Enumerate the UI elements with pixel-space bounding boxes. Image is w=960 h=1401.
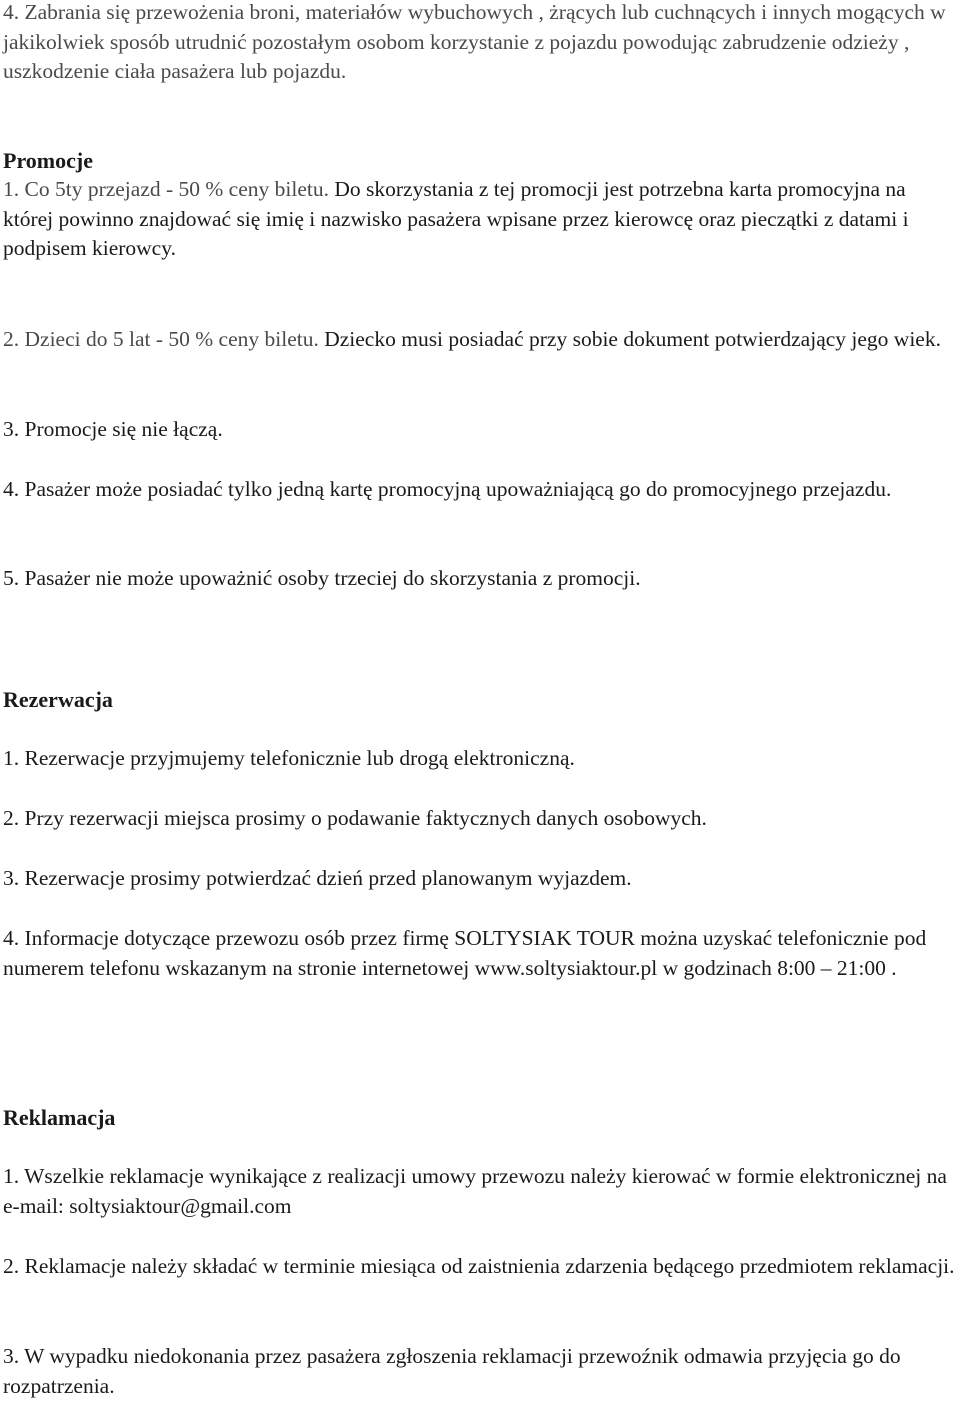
rezerwacja-item-3: 3. Rezerwacje prosimy potwierdzać dzień przed planowanym wyjazdem. [3, 866, 632, 890]
promocje-item-4: 4. Pasażer może posiadać tylko jedną kartę promocyjną upoważniającą go do promocyjnego przejazdu. [3, 477, 892, 501]
rezerwacja-item-4: 4. Informacje dotyczące przewozu osób przez firmę SOLTYSIAK TOUR można uzyskać telefonicznie pod numerem telefonu wskazanym na stronie internetowej www.soltysiaktour.pl w godzinach 8:00 – 21:00 . [3, 926, 927, 980]
intro-rule-4: 4. Zabrania się przewożenia broni, materiałów wybuchowych , żrących lub cuchnących i innych mogących w jakikolwiek sposób utrudnić pozostałym osobom korzystanie z pojazdu powodując zabrudzenie odzieży , uszkodzenie ciała pasażera lub pojazdu. [3, 0, 946, 83]
reklamacja-heading: Reklamacja [3, 1105, 116, 1130]
rezerwacja-item-1: 1. Rezerwacje przyjmujemy telefonicznie lub drogą elektroniczną. [3, 746, 575, 770]
reklamacja-item-2: 2. Reklamacje należy składać w terminie miesiąca od zaistnienia zdarzenia będącego przedmiotem reklamacji. [3, 1254, 955, 1278]
promocje-item-2-detail: Dziecko musi posiadać przy sobie dokument potwierdzający jego wiek. [318, 327, 941, 351]
promocje-heading: Promocje [3, 148, 93, 173]
promocje-item-2-lead: 2. Dzieci do 5 lat - 50 % ceny biletu. [3, 327, 319, 351]
reklamacja-item-1: 1. Wszelkie reklamacje wynikające z realizacji umowy przewozu należy kierować w formie elektronicznej na e-mail: soltysiaktour@gmail.com [3, 1164, 947, 1218]
promocje-item-1-detail: Do skorzystania z tej promocji jest potrzebna karta promocyjna na której powinno znajdować się imię i nazwisko pasażera wpisane przez kierowcę oraz pieczątki z datami i podpisem kierowcy. [3, 177, 909, 260]
promocje-item-3: 3. Promocje się nie łączą. [3, 417, 223, 441]
promocje-item-1 [3, 175, 959, 264]
reklamacja-item-3: 3. W wypadku niedokonania przez pasażera zgłoszenia reklamacji przewoźnik odmawia przyjęcia go do rozpatrzenia. [3, 1344, 901, 1398]
promocje-item-1-lead: 1. Co 5ty przejazd - 50 % ceny biletu. [3, 177, 329, 201]
promocje-item-5: 5. Pasażer nie może upoważnić osoby trzeciej do skorzystania z promocji. [3, 566, 641, 590]
rezerwacja-item-2: 2. Przy rezerwacji miejsca prosimy o podawanie faktycznych danych osobowych. [3, 806, 707, 830]
promocje-item-2 [3, 325, 959, 355]
rezerwacja-heading: Rezerwacja [3, 687, 113, 712]
